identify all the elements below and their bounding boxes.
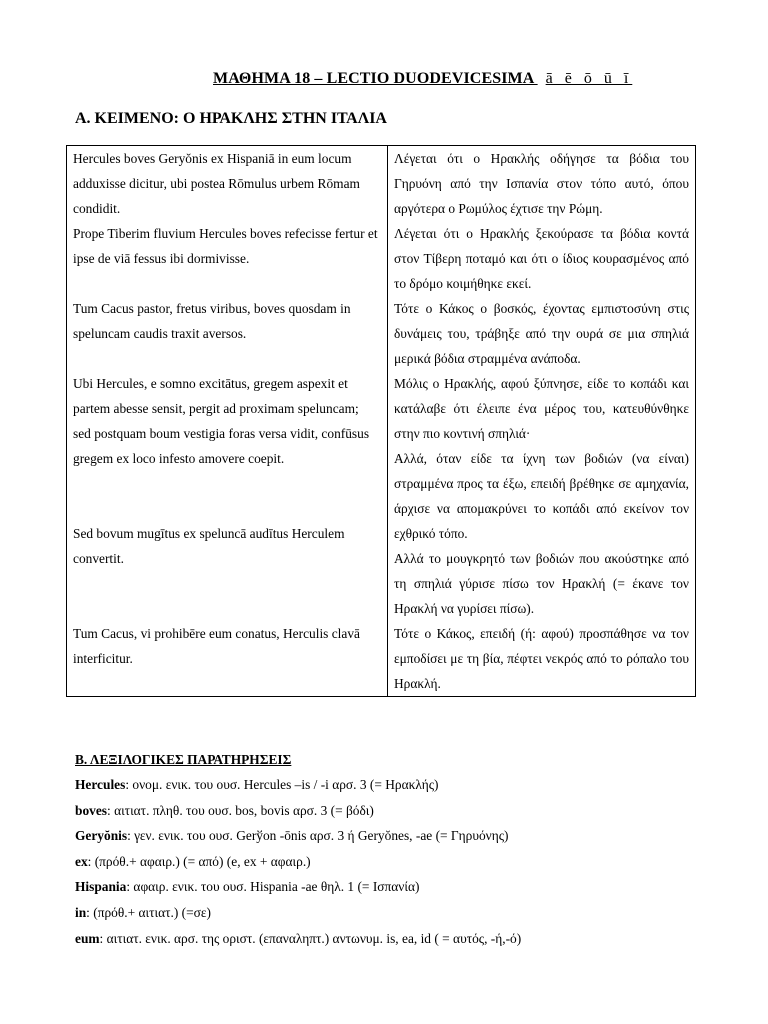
vocabulary-list [75,772,715,951]
latin-text-cell [67,146,388,697]
latin-paragraph: Hercules boves Geryŏnis ex Hispaniā in eum locum adduxisse dicitur, ubi postea Rōmulus urbem Rōmam condidit. [73,151,360,216]
vocab-term: in [75,904,87,920]
lesson-title-text: ΜΑΘΗΜΑ 18 – LECTIO DUODEVICESIMA [213,70,538,87]
greek-paragraph: Μόλις ο Ηρακλής, αφού ξύπνησε, είδε το κοπάδι και κατάλαβε ότι έλειπε ένα μέρος του, κατευθύνθηκε στην πιο κοντινή σπηλιά· [394,376,689,441]
greek-paragraph: Τότε ο Κάκος, επειδή (ή: αφού) προσπάθησε να τον εμποδίσει με τη βία, πέφτει νεκρός από το ρόπαλο του Ηρακλή. [394,626,689,691]
list-item [75,823,715,849]
list-item [75,874,715,900]
vocab-definition: : αιτιατ. πληθ. του ουσ. bos, bovis αρσ. 3 (= βόδι) [107,802,374,818]
long-vowels-legend: ā ē ō ū ī [545,70,633,87]
latin-paragraph: Ubi Hercules, e somno excitātus, gregem aspexit et partem abesse sensit, pergit ad proximam speluncam; [73,376,359,416]
vocab-definition: : γεν. ενικ. του ουσ. Gerўon -ōnis αρσ. 3 ή Gerуŏnes, -ae (= Γηρυόνης) [127,828,509,844]
greek-translation-cell [388,146,696,697]
text-translation-table [66,145,696,697]
vocab-term: Hispania [75,879,127,895]
vocab-definition: : (πρόθ.+ αιτιατ.) (=σε) [86,904,211,920]
vocab-definition: : αιτιατ. ενικ. αρσ. της οριστ. (επαναληπτ.) αντωνυμ. is, ea, id ( = αυτός, -ή,-ό) [99,930,522,946]
list-item [75,772,715,798]
greek-paragraph: Αλλά, όταν είδε τα ίχνη των βοδιών (να είναι) στραμμένα προς τα έξω, επειδή βρέθηκε σε αμηχανία, άρχισε να απομακρύνει το κοπάδι από εκείνον τον εχθρικό τόπο. [394,451,689,541]
latin-paragraph: Tum Cacus pastor, fretus viribus, boves quosdam in speluncam caudis traxit aversos. [73,301,351,341]
vocab-definition: : (πρόθ.+ αφαιρ.) (= από) (e, ex + αφαιρ.) [87,853,311,869]
vocab-definition: : ονομ. ενικ. του ουσ. Hercules –is / -i αρσ. 3 (= Ηρακλής) [125,777,439,792]
vocab-term: ex [75,853,88,869]
list-item [75,798,715,824]
latin-paragraph: Tum Cacus, vi prohibēre eum conatus, Herculis clavā interficitur. [73,626,360,666]
list-item [75,849,715,875]
latin-paragraph: sed postquam boum vestigia foras versa vidit, confūsus gregem ex loco infesto amovere coepit. [73,426,370,466]
vocab-definition: : αφαιρ. ενικ. του ουσ. Hispania -ae θηλ. 1 (= Ισπανία) [126,879,420,895]
vocab-term: boves [75,802,107,818]
greek-paragraph: Αλλά το μουγκρητό των βοδιών που ακούστηκε από τη σπηλιά γύρισε πίσω τον Ηρακλή (= έκανε τον Ηρακλή να γυρίσει πίσω). [394,551,689,616]
latin-paragraph: Prope Tiberim fluvium Hercules boves refecisse fertur et ipse de viā fessus ibi dormivisse. [73,226,378,266]
vocab-term: eum [75,930,100,946]
greek-paragraph: Λέγεται ότι ο Ηρακλής οδήγησε τα βόδια του Γηρυόνη από την Ισπανία στον τόπο αυτό, όπου αργότερα ο Ρωμύλος έχτισε την Ρώμη. [394,151,689,216]
list-item [75,926,715,952]
lesson-title [213,70,632,88]
table-row [67,146,696,697]
vocab-term: Hercules [75,777,126,792]
greek-paragraph: Λέγεται ότι ο Ηρακλής ξεκούρασε τα βόδια κοντά στον Τίβερη ποταμό και ότι ο ίδιος κουρασμένος από το δρόμο κοιμήθηκε εκεί. [394,226,689,291]
list-item [75,900,715,926]
greek-paragraph: Τότε ο Κάκος ο βοσκός, έχοντας εμπιστοσύνη στις δυνάμεις του, τράβηξε από την ουρά σε μια σπηλιά μερικά βόδια στραμμένα ανάποδα. [394,301,689,366]
latin-paragraph: Sed bovum mugītus ex speluncā audītus Herculem convertit. [73,526,345,566]
section-a-heading: Α. ΚΕΙΜΕΝΟ: Ο ΗΡΑΚΛΗΣ ΣΤΗΝ ΙΤΑΛΙΑ [75,110,387,127]
section-b-heading: Β. ΛΕΞΙΛΟΓΙΚΕΣ ΠΑΡΑΤΗΡΗΣΕΙΣ [75,752,292,767]
vocab-term: Gerуŏnis [75,828,128,844]
